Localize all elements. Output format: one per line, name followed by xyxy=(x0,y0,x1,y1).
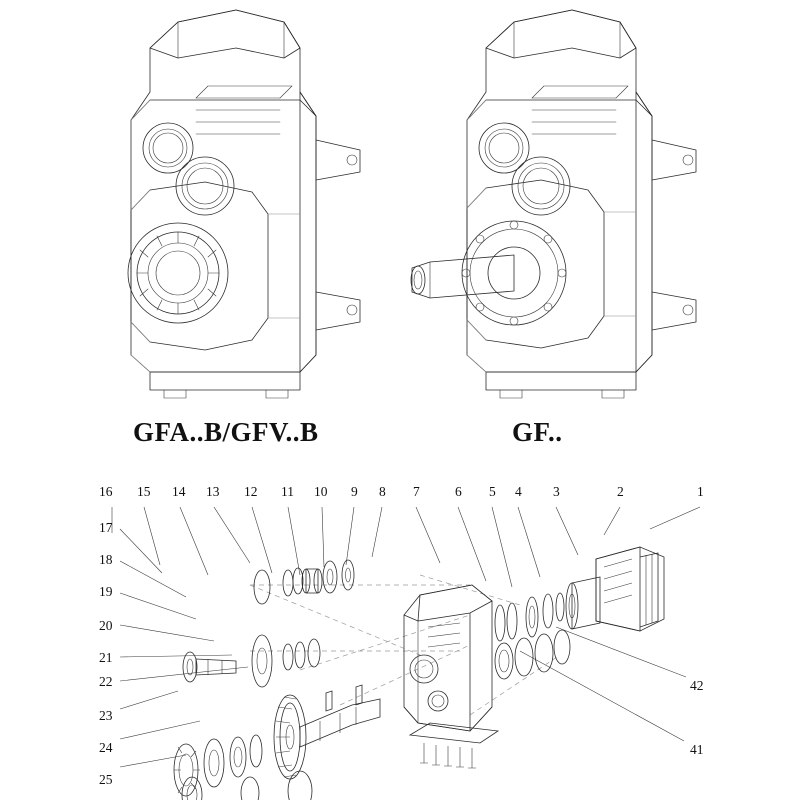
figure-caption-left: GFA..B/GFV..B xyxy=(133,417,319,447)
callout-4: 4 xyxy=(515,484,522,499)
parts-lower-row xyxy=(174,685,380,796)
gear-icon xyxy=(323,561,337,593)
shaft-icon xyxy=(196,659,236,675)
leader-lines-top xyxy=(112,507,700,587)
callout-2: 2 xyxy=(617,484,624,499)
housing-icon xyxy=(404,585,498,768)
callout-16: 16 xyxy=(99,484,113,499)
callout-8: 8 xyxy=(379,484,386,499)
callout-15: 15 xyxy=(137,484,151,499)
callout-21: 21 xyxy=(99,650,113,665)
gear-icon xyxy=(252,635,272,687)
leader-lines-left xyxy=(120,529,248,767)
parts-middle-row xyxy=(183,635,320,687)
exploded-view-svg xyxy=(0,455,800,800)
callout-5: 5 xyxy=(489,484,496,499)
small-parts-upper xyxy=(254,560,354,604)
figure-caption-right: GF.. xyxy=(512,417,563,447)
callout-10: 10 xyxy=(314,484,328,499)
callout-22: 22 xyxy=(99,674,113,689)
callout-42: 42 xyxy=(690,678,704,693)
callout-18: 18 xyxy=(99,552,113,567)
parts-bottom-cutoff xyxy=(182,771,312,800)
callout-19: 19 xyxy=(99,584,113,599)
callout-11: 11 xyxy=(281,484,294,499)
callout-24: 24 xyxy=(99,740,113,755)
callout-23: 23 xyxy=(99,708,113,723)
right-housing-drawing xyxy=(411,10,696,398)
parts-right-group xyxy=(495,547,664,679)
callout-12: 12 xyxy=(244,484,258,499)
callout-17: 17 xyxy=(99,520,113,535)
callout-1: 1 xyxy=(697,484,704,499)
callout-6: 6 xyxy=(455,484,462,499)
callout-14: 14 xyxy=(172,484,186,499)
callout-25: 25 xyxy=(99,772,113,787)
callout-9: 9 xyxy=(351,484,358,499)
callout-13: 13 xyxy=(206,484,220,499)
exploded-parts-view xyxy=(0,455,800,800)
bearing-icon xyxy=(254,570,270,604)
callout-20: 20 xyxy=(99,618,113,633)
leader-lines-right xyxy=(520,627,686,741)
left-housing-drawing xyxy=(128,10,360,398)
callout-3: 3 xyxy=(553,484,560,499)
callout-7: 7 xyxy=(413,484,420,499)
callout-41: 41 xyxy=(690,742,704,757)
